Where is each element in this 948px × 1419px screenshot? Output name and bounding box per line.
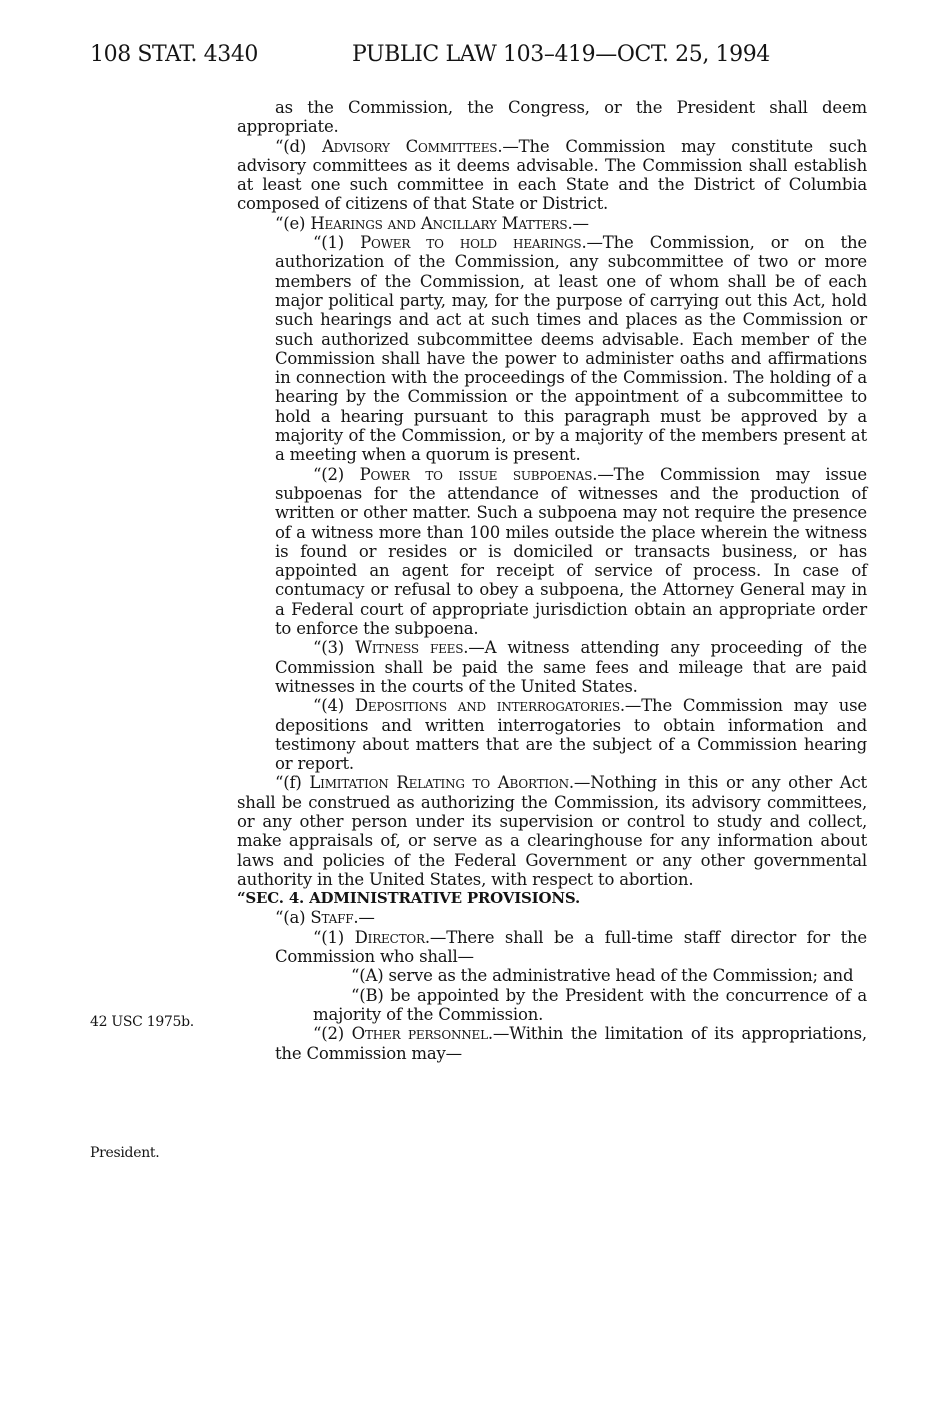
paragraph-heading: Depositions and interrogatories bbox=[354, 696, 620, 716]
paragraph-text: .—A witness attending any proceeding of the Commission shall be paid the same fees and mileage that are paid witnesses in the courts of the United States. bbox=[275, 638, 867, 696]
paragraph-heading: Director bbox=[354, 927, 425, 947]
paragraph-label: “(2) bbox=[313, 464, 360, 484]
subsection-heading: Staff bbox=[310, 908, 354, 928]
paragraph-label: “(4) bbox=[313, 696, 355, 716]
subsection-label: “(f) bbox=[275, 773, 310, 793]
subsection-label: “(a) bbox=[275, 908, 311, 928]
paragraph-a2 bbox=[237, 1024, 867, 1063]
page-header bbox=[90, 42, 790, 82]
subsection-d bbox=[237, 137, 867, 214]
paragraph-a1 bbox=[237, 928, 867, 967]
subsection-heading: Hearings and Ancillary Matters bbox=[310, 213, 568, 233]
paragraph-text: as the Commission, the Congress, or the President shall deem appropriate. bbox=[237, 98, 867, 137]
subparagraph-a1-B: “(B) be appointed by the President with the concurrence of a majority of the Commission. bbox=[313, 985, 867, 1024]
paragraph-heading: Other personnel bbox=[351, 1024, 488, 1044]
paragraph-heading: Power to issue subpoenas bbox=[359, 464, 593, 484]
subsection-heading: Advisory Committees bbox=[321, 136, 498, 156]
subsection-heading: Limitation Relating to Abortion bbox=[309, 773, 569, 793]
section-4-heading: “SEC. 4. ADMINISTRATIVE PROVISIONS. bbox=[237, 889, 580, 908]
subsection-f bbox=[237, 773, 867, 889]
public-law-title: PUBLIC LAW 103–419—OCT. 25, 1994 bbox=[352, 42, 770, 67]
subsection-label: “(e) bbox=[275, 213, 311, 233]
paragraph-label: “(1) bbox=[313, 233, 361, 253]
paragraph-e1 bbox=[237, 233, 867, 465]
subsection-e bbox=[237, 214, 867, 233]
subparagraph-a1-A: “(A) serve as the administrative head of the Commission; and bbox=[351, 966, 854, 986]
paragraph-text: .—The Commission may use depositions and written interrogatories to obtain information and testimony about matters that are the subject of a Commission hearing or report. bbox=[275, 696, 867, 774]
margin-note-usc-citation: 42 USC 1975b. bbox=[90, 1014, 194, 1030]
subsection-label: “(d) bbox=[275, 136, 322, 156]
paragraph-label: “(1) bbox=[313, 927, 355, 947]
subsection-text: .—The Commission may constitute such advisory committees as it deems advisable. The Commission shall establish at least one such committee in each State and the District of Columbia composed of citizens of that State or District. bbox=[237, 136, 867, 214]
subsection-text: .— bbox=[567, 213, 589, 233]
paragraph-text: .—The Commission, or on the authorization of the Commission, any subcommittee of two or more members of the Commission, at least one of whom shall be of each major political party, may, for the purpose of carrying out this Act, hold such hearings and act at such times and places as the Commission or such authorized subcommittee deems advisable. Each member of the Commission shall have the power to administer oaths and affirmations in connection with the proceedings of the Commission. The holding of a hearing by the Commission or the appointment of a subcommittee to hold a hearing pursuant to this paragraph must be approved by a majority of the Commission, or by a majority of the members present at a meeting when a quorum is present. bbox=[275, 233, 867, 465]
law-body-text bbox=[237, 98, 867, 1063]
paragraph-continuation bbox=[237, 98, 867, 137]
subsection-a bbox=[237, 908, 867, 927]
paragraph-e3 bbox=[237, 638, 867, 696]
paragraph-text: .—There shall be a full-time staff director for the Commission who shall— bbox=[275, 927, 867, 967]
paragraph-label: “(2) bbox=[313, 1024, 352, 1044]
paragraph-heading: Witness fees bbox=[355, 638, 464, 658]
paragraph-e2 bbox=[237, 465, 867, 639]
paragraph-text: .—The Commission may issue subpoenas for the attendance of witnesses and the production of written or other matter. Such a subpoena may not require the presence of a witness more than 100 miles outside the place wherein the witness is found or resides or is domiciled or transacts business, or has appointed an agent for receipt of service of process. In case of contumacy or refusal to obey a subpoena, the Attorney General may in a Federal court of appropriate jurisdiction obtain an appropriate order to enforce the subpoena. bbox=[275, 464, 867, 639]
statute-page-number: 108 STAT. 4340 bbox=[90, 42, 259, 67]
margin-note-president: President. bbox=[90, 1145, 160, 1161]
paragraph-e4 bbox=[237, 696, 867, 773]
paragraph-heading: Power to hold hearings bbox=[360, 233, 582, 253]
subsection-text: .—Nothing in this or any other Act shall be construed as authorizing the Commission, its advisory committees, or any other person under its supervision or control to study and collect, make appraisals of, or serve as a clearinghouse for any information about laws and policies of the Federal Government or any other governmental authority in the United States, with respect to abortion. bbox=[237, 773, 867, 889]
paragraph-label: “(3) bbox=[313, 638, 356, 658]
paragraph-text: .—Within the limitation of its appropriations, the Commission may— bbox=[275, 1024, 867, 1063]
subsection-text: .— bbox=[353, 908, 375, 928]
